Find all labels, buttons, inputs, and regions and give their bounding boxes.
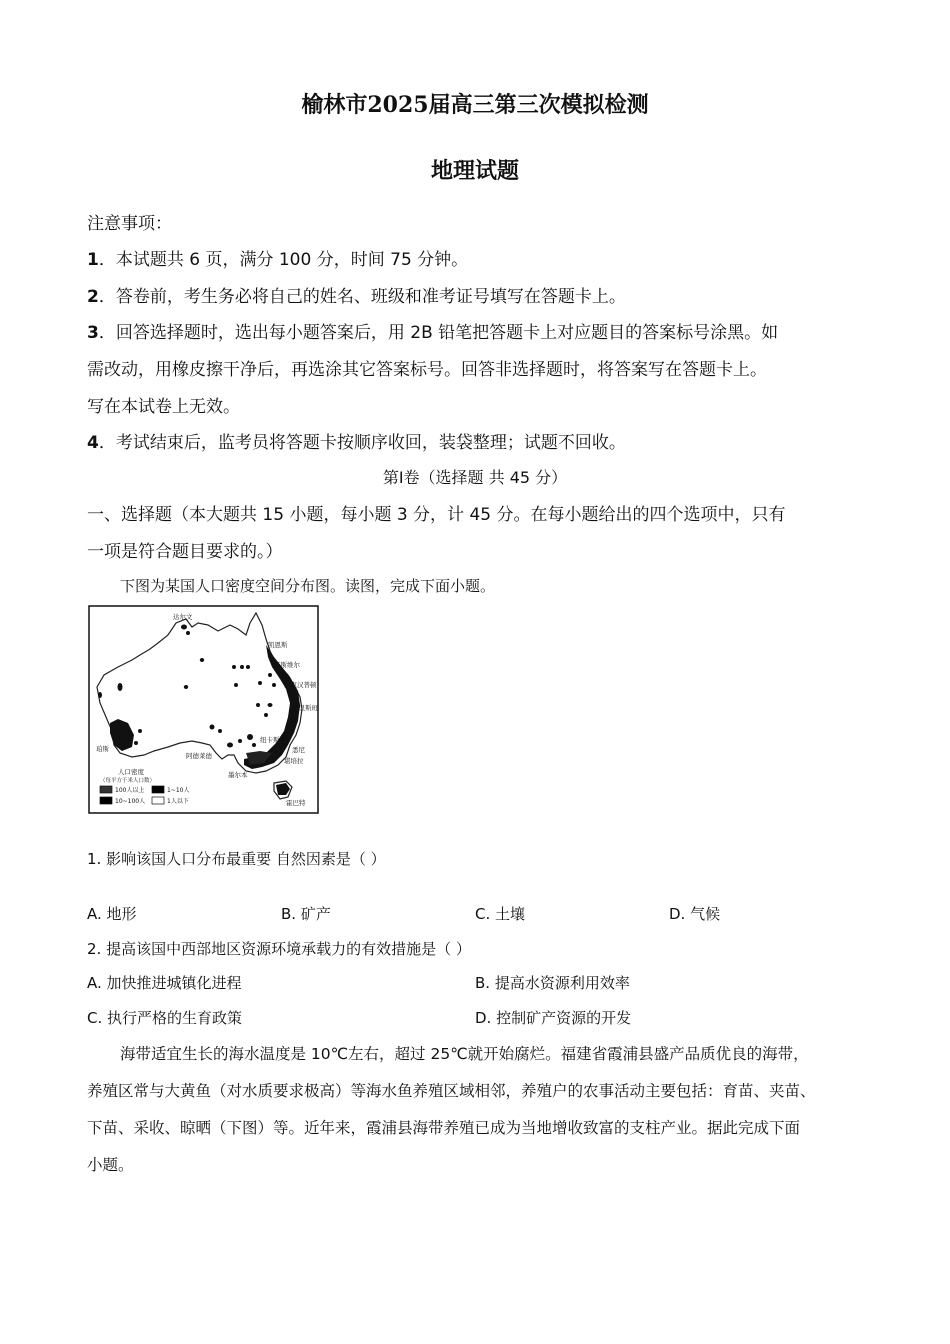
question-1-stem: 1. 影响该国人口分布最重要 自然因素是（ ） [87,850,386,868]
passage-2-line: 小题。 [87,1156,134,1174]
notice-item: 3．回答选择题时，选出每小题答案后，用 2B 铅笔把答题卡上对应题目的答案标号涂黑。如 [87,323,779,343]
legend-label: 1~10人 [167,787,190,794]
subject-title: 地理试题 [430,158,519,184]
question-1-option-b: B. 矿产 [281,905,331,923]
notice-item: 2．答卷前，考生务必将自己的姓名、班级和准考证号填写在答题卡上。 [87,287,626,307]
notice-item-continued: 写在本试卷上无效。 [87,397,240,417]
notice-heading: 注意事项： [87,214,172,234]
legend-swatch-below1 [152,797,164,804]
question-2-option-a: A. 加快推进城镇化进程 [87,974,242,992]
city-label: 汤斯维尔 [274,661,300,669]
question-1-option-d: D. 气候 [669,905,721,923]
question-2-option-c: C. 执行严格的生育政策 [87,1009,243,1027]
city-label: 珀斯 [96,745,109,753]
population-density-map [88,605,320,815]
city-label: 布里斯班 [292,704,318,712]
city-label: 悉尼 [292,746,305,754]
question-2-stem: 2. 提高该国中西部地区资源环境承载力的有效措施是（ ） [87,940,471,958]
city-label: 纽卡斯尔 [260,736,286,744]
city-label: 堪培拉 [284,757,304,765]
legend-swatch-10-100 [100,797,112,804]
city-label: 凯恩斯 [268,641,288,649]
passage-2-line: 下苗、采收、晾晒（下图）等。近年来，霞浦县海带养殖已成为当地增收致富的支柱产业。据此完成下面 [87,1119,801,1137]
city-label: 达尔文 [173,613,193,621]
legend-title: 人口密度 [118,768,144,776]
city-label: 墨尔本 [228,771,248,779]
passage-2-line: 海带适宜生长的海水温度是 10℃左右，超过 25℃就开始腐烂。福建省霞浦县盛产品质优良的海带， [120,1045,809,1063]
notice-item: 1．本试题共 6 页，满分 100 分，时间 75 分钟。 [87,250,469,270]
city-label: 霍巴特 [286,799,306,807]
section-instruction-cont: 一项是符合题目要求的。） [87,542,283,562]
city-label: 罗克汉普顿 [284,681,317,689]
legend-label: 10~100人 [115,798,146,805]
passage-intro: 下图为某国人口密度空间分布图。读图，完成下面小题。 [120,577,496,595]
section-instruction: 一、选择题（本大题共 15 小题，每小题 3 分，计 45 分。在每小题给出的四个选项中，只有 [87,505,786,525]
legend-subtitle: （每平方千米人口数） [100,778,156,784]
passage-2-line: 养殖区常与大黄鱼（对水质要求极高）等海水鱼养殖区域相邻，养殖户的农事活动主要包括：育苗、夹苗、 [87,1082,816,1100]
exam-title: 榆林市2025届高三第三次模拟检测 [301,92,649,118]
legend-swatch-100plus [100,786,112,793]
city-label: 阿德莱德 [186,752,212,760]
notice-item-continued: 需改动，用橡皮擦干净后，再选涂其它答案标号。回答非选择题时，将答案写在答题卡上。 [87,360,767,380]
legend-swatch-1-10 [152,786,164,793]
section-title: 第Ⅰ卷（选择题 共 45 分） [382,468,568,487]
legend-label: 100人以上 [115,787,145,794]
question-2-option-d: D. 控制矿产资源的开发 [475,1009,632,1027]
question-1-option-c: C. 土壤 [475,905,526,923]
question-1-option-a: A. 地形 [87,905,137,923]
question-2-option-b: B. 提高水资源利用效率 [475,974,630,992]
legend-label: 1人以下 [167,798,189,805]
notice-item: 4．考试结束后，监考员将答题卡按顺序收回，装袋整理；试题不回收。 [87,433,626,453]
